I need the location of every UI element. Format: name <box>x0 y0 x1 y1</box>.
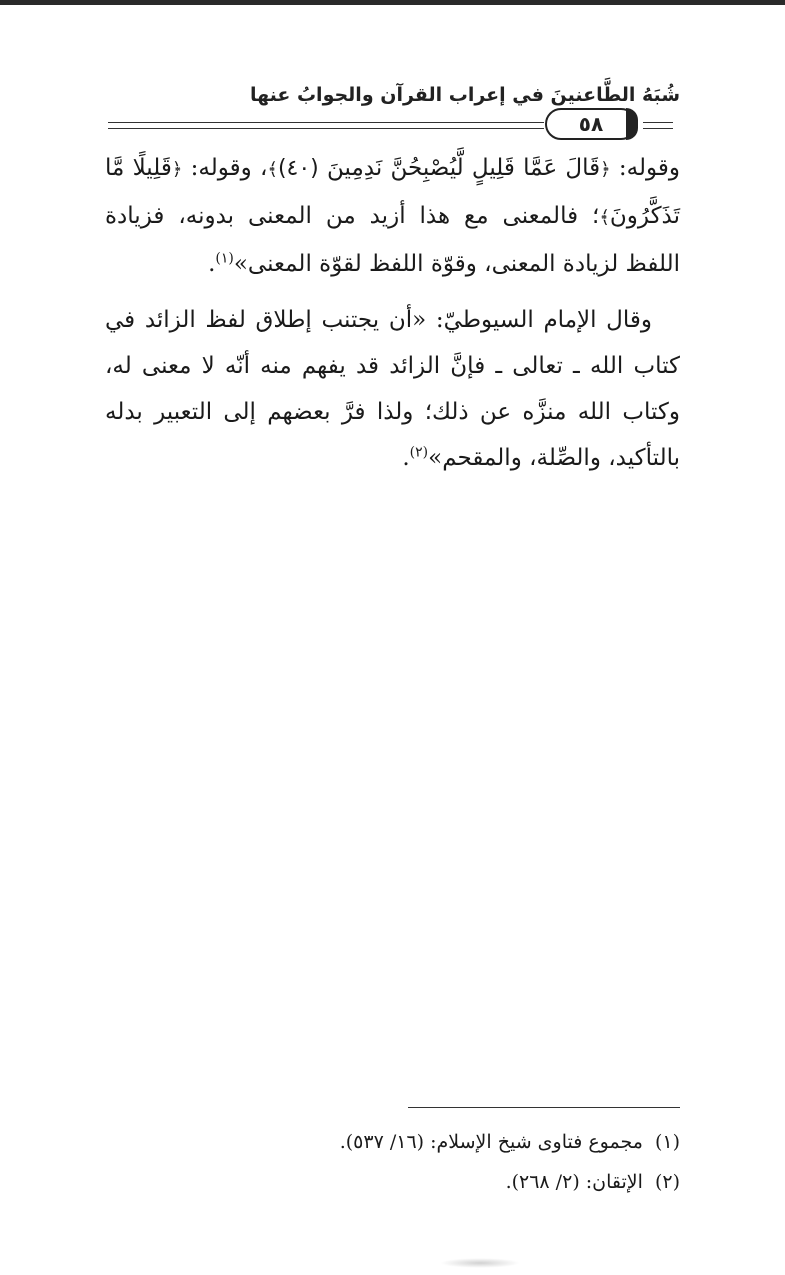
text-segment: وقال الإمام السيوطيّ: «أن يجتنب إطلاق لفظ الزائد في كتاب الله ـ تعالى ـ فإنَّ الزائد قد يفهم منه أنّه لا معنى له، وكتاب الله منزَّه عن ذلك؛ ولذا فرَّ بعضهم إلى التعبير بدله بالتأكيد، والصِّلة، والمقحم» <box>105 307 680 471</box>
ayah-end-marker: (٤٠) <box>277 156 319 181</box>
text-segment: وقوله: <box>610 155 681 181</box>
page-number-badge <box>545 108 637 140</box>
scan-smudge <box>440 1258 520 1268</box>
header-rule <box>108 128 544 129</box>
quran-bracket-close: ﴾ <box>599 207 610 228</box>
footnotes <box>105 1122 680 1202</box>
header-rule <box>643 122 673 123</box>
text-segment: . <box>402 445 410 471</box>
header-rule <box>643 128 673 129</box>
footnote-separator <box>408 1107 680 1108</box>
page-number: ٥٨ <box>578 112 604 136</box>
footnote-2 <box>105 1162 680 1202</box>
footnote-number: (١) <box>654 1131 680 1153</box>
quran-bracket-close: ﴾ <box>267 159 278 180</box>
quran-bracket-open: ﴿ <box>600 159 611 180</box>
page-badge-bracket <box>626 108 638 140</box>
page-top-edge <box>0 0 785 5</box>
footnote-1 <box>105 1122 680 1162</box>
footnote-number: (٢) <box>654 1171 680 1193</box>
quran-verse-2: قَلِيلًا مَّا تَذَكَّرُونَ <box>105 155 680 229</box>
footnote-ref-1[interactable]: (١) <box>215 250 234 267</box>
header-rule <box>108 122 544 123</box>
quran-verse-1: قَالَ عَمَّا قَلِيلٍ لَّيُصْبِحُنَّ نَدِمِينَ <box>327 155 601 181</box>
quran-bracket-open: ﴿ <box>171 159 183 180</box>
main-text <box>105 145 680 491</box>
text-segment: . <box>208 251 216 277</box>
footnote-text: الإتقان: (٢/ ٢٦٨). <box>505 1171 643 1193</box>
text-segment: ، وقوله: <box>182 155 268 181</box>
running-header-title: شُبَهُ الطَّاعنينَ في إعراب القرآن والجوابُ عنها <box>249 84 680 106</box>
paragraph-2 <box>105 297 680 481</box>
footnote-ref-2[interactable]: (٢) <box>409 444 429 461</box>
ayah-number: ٤٠ <box>286 156 311 181</box>
footnote-text: مجموع فتاوى شيخ الإسلام: (١٦/ ٥٣٧). <box>339 1131 643 1153</box>
paragraph-1 <box>105 145 680 287</box>
text-segment: ؛ فالمعنى مع هذا أزيد من المعنى بدونه، فزيادة اللفظ لزيادة المعنى، وقوّة اللفظ لقوّة المعنى» <box>105 203 680 277</box>
